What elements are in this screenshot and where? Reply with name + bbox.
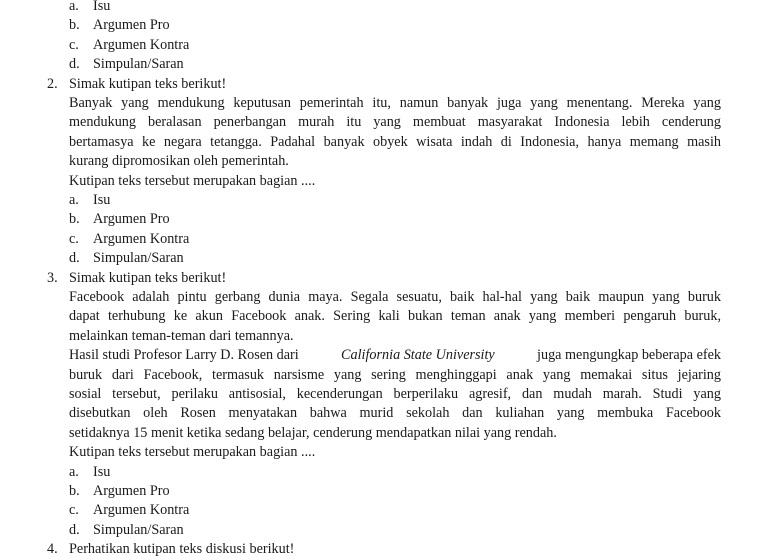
question-2-prompt: Kutipan teks tersebut merupakan bagian .... [69,172,316,189]
question-3-passage-1 [69,288,721,346]
passage-line: melainkan teman-teman dari temannya. [69,327,294,344]
q3-option-a[interactable] [69,463,110,482]
q3-option-b[interactable] [69,482,170,501]
q2-option-c[interactable] [69,230,189,249]
question-number: 3. [47,269,58,286]
option-letter: d. [69,250,80,267]
q1-option-a [69,0,110,16]
question-number: 4. [47,541,58,558]
option-letter: d. [69,56,80,73]
option-letter: c. [69,36,79,53]
q3-option-d[interactable] [69,521,184,540]
passage-line: disebutkan oleh Rosen menyatakan bahwa murid sekolah dan kuliahan yang membuka Facebook [69,405,721,422]
passage-line: Facebook adalah pintu gerbang dunia maya. Segala sesuatu, baik hal-hal yang baik maupun yang buruk [69,289,721,305]
option-text: Argumen Pro [93,17,170,34]
q2-option-a[interactable] [69,191,110,210]
option-letter: a. [69,0,79,14]
option-letter: c. [69,502,79,519]
question-3-header [0,269,768,288]
question-instruction: Perhatikan kutipan teks diskusi berikut! [69,541,295,558]
q2-option-d[interactable] [69,249,184,268]
question-3-passage-2 [69,346,721,443]
question-2-header [0,75,768,94]
passage-line: dapat terhubung ke akun Facebook anak. Sering kali bukan teman anak yang memberi pengaruh buruk, [69,308,721,325]
passage-line: Banyak yang mendukung keputusan pemerintah itu, namun banyak juga yang menentang. Mereka yang [69,95,721,111]
passage-line: bertamasya ke negara tetangga. Padahal banyak obyek wisata indah di Indonesia, hanya memang masih [69,133,721,150]
option-letter: b. [69,211,80,228]
option-letter: a. [69,463,79,480]
question-2-passage [69,94,721,172]
passage-line: buruk dari Facebook, termasuk narsisme yang sering menghinggapi anak yang memakai situs jejaring [69,366,721,383]
option-letter: b. [69,483,80,499]
option-text: Argumen Kontra [93,230,190,247]
q1-option-b [69,16,170,35]
option-letter: c. [69,230,79,247]
question-number: 2. [47,75,58,92]
passage-line: sosial tersebut, perilaku antisosial, kecenderungan berperilaku agresif, dan mudah marah. Studi yang [69,385,721,402]
option-text: Simpulan/Saran [93,250,184,267]
institution-name: California State University [341,347,495,364]
q1-option-c [69,36,189,55]
option-text: Argumen Kontra [93,502,190,519]
option-text: Isu [93,192,111,208]
q2-option-b[interactable] [69,210,170,229]
option-text: Simpulan/Saran [93,56,184,73]
passage-line: setidaknya 15 menit ketika sedang belajar, cenderung mendapatkan nilai yang rendah. [69,424,557,441]
option-text: Isu [93,0,111,14]
question-instruction: Simak kutipan teks berikut! [69,75,227,92]
option-text: Argumen Pro [93,211,170,228]
option-text: Simpulan/Saran [93,521,184,538]
option-letter: d. [69,521,80,538]
q3-option-c[interactable] [69,501,189,520]
passage-line: kurang dipromosikan oleh pemerintah. [69,153,289,170]
option-letter: a. [69,192,79,208]
option-text: Argumen Kontra [93,36,190,53]
question-3-prompt: Kutipan teks tersebut merupakan bagian .... [69,444,316,461]
q1-option-d [69,55,184,74]
option-letter: b. [69,17,80,34]
option-text: Argumen Pro [93,483,170,499]
question-instruction: Simak kutipan teks berikut! [69,269,227,286]
passage-line: Hasil studi Profesor Larry D. Rosen dari California State University juga mengungkap beberapa efek [69,346,721,365]
passage-line: mendukung beralasan penerbangan murah itu yang membuat masyarakat Indonesia lebih cenderung [69,114,721,131]
option-text: Isu [93,463,111,480]
